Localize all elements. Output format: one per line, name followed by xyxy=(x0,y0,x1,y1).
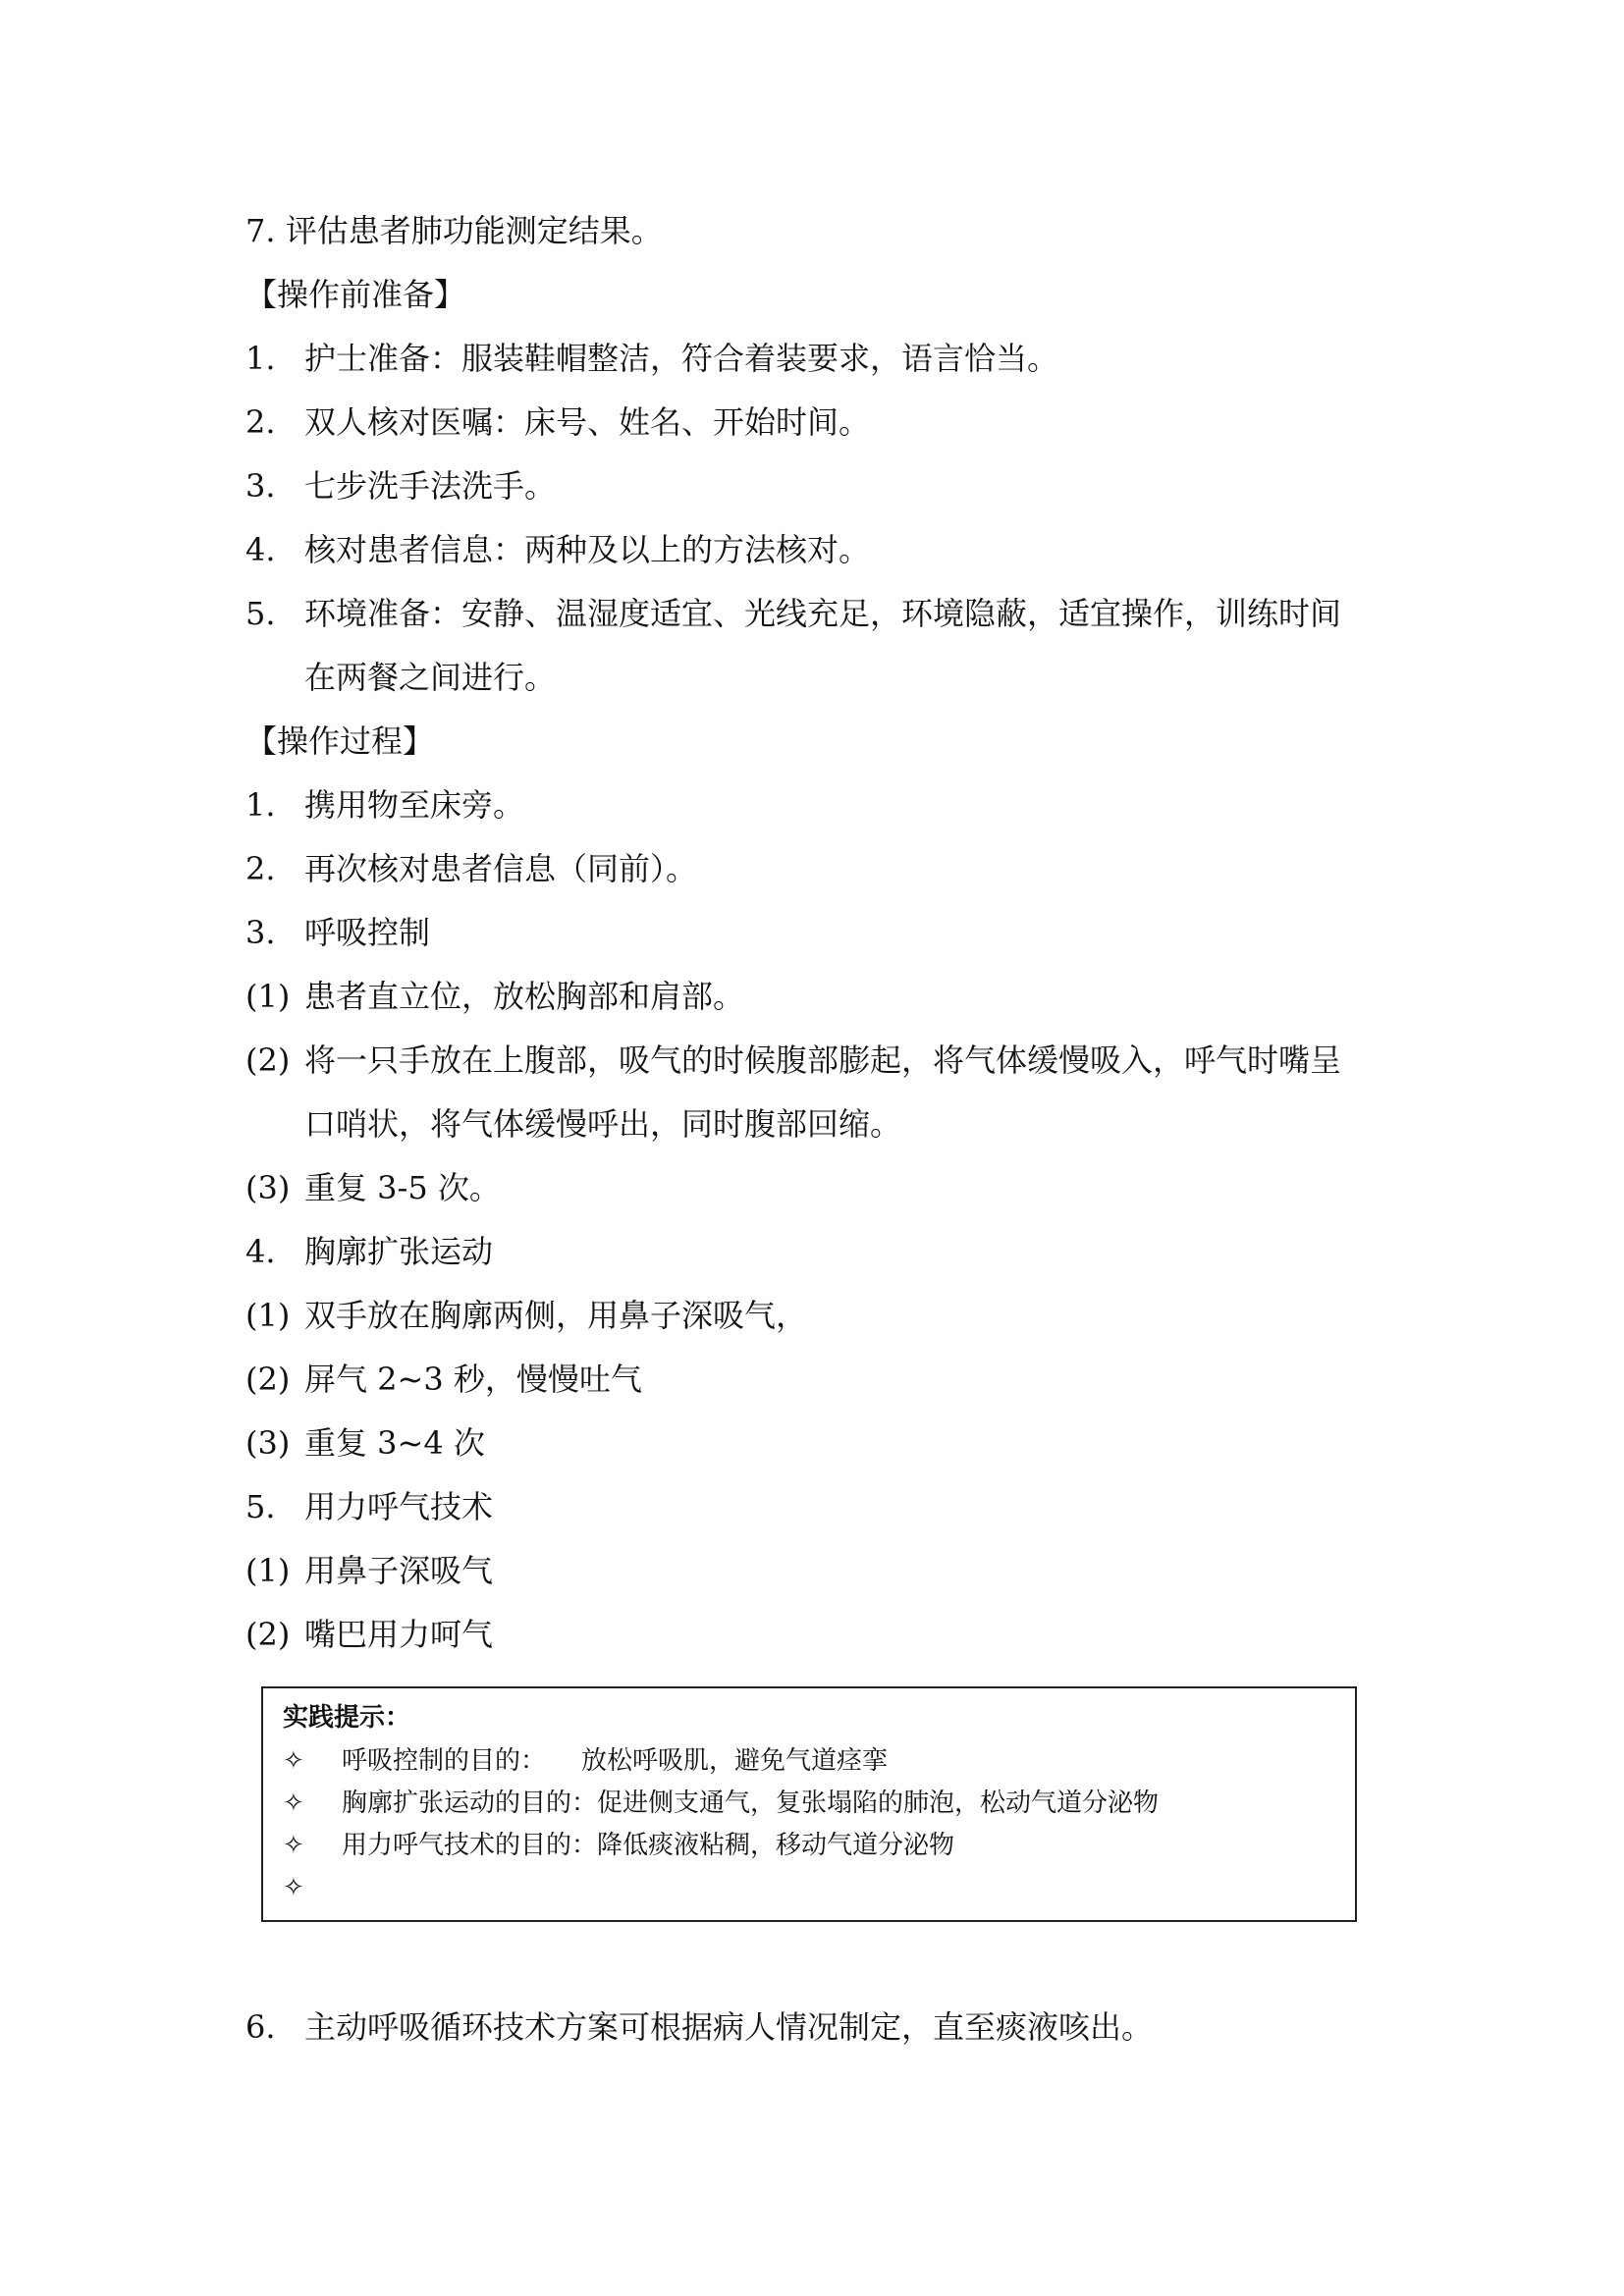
tip-item xyxy=(283,1745,888,1777)
item-text: 重复 3~4 次 xyxy=(304,1424,485,1462)
item-number: 4. xyxy=(245,1233,276,1270)
item-number: (2) xyxy=(245,1041,291,1079)
diamond-bullet-icon: ✧ xyxy=(283,1789,304,1818)
tip-text: 放松呼吸肌，避免气道痉挛 xyxy=(581,1746,889,1776)
diamond-bullet-icon: ✧ xyxy=(283,1746,304,1776)
proc-item-4 xyxy=(245,1232,493,1271)
tip-label: 呼吸控制的目的： xyxy=(342,1746,547,1776)
proc-item-4-sub-1 xyxy=(245,1296,807,1335)
item-number: (1) xyxy=(245,978,291,1015)
proc-item-3 xyxy=(245,913,430,952)
section-heading-procedure: 【操作过程】 xyxy=(245,722,435,760)
proc-item-4-sub-2 xyxy=(245,1360,642,1399)
proc-item-3-sub-2-continuation: 口哨状，将气体缓慢呼出，同时腹部回缩。 xyxy=(304,1105,902,1143)
proc-item-6 xyxy=(245,2007,1153,2047)
item-text: 用力呼气技术 xyxy=(304,1488,494,1525)
item-text: 七步洗手法洗手。 xyxy=(304,467,557,505)
item-text: 环境准备：安静、温湿度适宜、光线充足，环境隐蔽，适宜操作，训练时间 xyxy=(304,595,1342,632)
proc-item-3-sub-2 xyxy=(245,1041,1341,1080)
tip-item-empty xyxy=(283,1872,342,1903)
proc-item-5-sub-1 xyxy=(245,1551,493,1590)
prep-item-2 xyxy=(245,402,870,442)
section-heading-preparation: 【操作前准备】 xyxy=(245,276,466,313)
item-number: (1) xyxy=(245,1297,291,1334)
item-number: 3. xyxy=(245,914,276,951)
item-number: 1. xyxy=(245,786,276,824)
item-number: (2) xyxy=(245,1361,291,1398)
proc-item-5-sub-2 xyxy=(245,1615,493,1654)
item-text: 嘴巴用力呵气 xyxy=(304,1616,494,1653)
item-text: 胸廓扩张运动 xyxy=(304,1233,494,1270)
item-text: 用鼻子深吸气 xyxy=(304,1552,494,1589)
tips-title: 实践提示： xyxy=(283,1703,411,1733)
item-number: 2. xyxy=(245,403,276,441)
item-text: 将一只手放在上腹部，吸气的时候腹部膨起，将气体缓慢吸入，呼气时嘴呈 xyxy=(304,1041,1342,1079)
item-number: 3. xyxy=(245,467,276,505)
diamond-bullet-icon: ✧ xyxy=(283,1831,304,1860)
item-text: 双手放在胸廓两侧，用鼻子深吸气， xyxy=(304,1297,808,1334)
item-number: 6. xyxy=(245,2008,276,2046)
tip-text: 降低痰液粘稠，移动气道分泌物 xyxy=(597,1831,955,1860)
item-number: 5. xyxy=(245,1488,276,1525)
tip-item xyxy=(283,1788,1159,1819)
item-text: 重复 3-5 次。 xyxy=(304,1169,501,1206)
item-text: 护士准备：服装鞋帽整洁，符合着装要求，语言恰当。 xyxy=(304,340,1059,377)
item-text: 呼吸控制 xyxy=(304,914,431,951)
item-text: 患者直立位，放松胸部和肩部。 xyxy=(304,978,745,1015)
item-number: (1) xyxy=(245,1552,291,1589)
proc-item-3-sub-3 xyxy=(245,1168,501,1207)
item-text: 携用物至床旁。 xyxy=(304,786,525,824)
item-number: (3) xyxy=(245,1169,291,1206)
tip-item xyxy=(283,1830,954,1861)
tip-label: 用力呼气技术的目的： xyxy=(342,1831,598,1860)
item-text: 双人核对医嘱：床号、姓名、开始时间。 xyxy=(304,403,871,441)
diamond-bullet-icon: ✧ xyxy=(283,1873,304,1902)
proc-item-5 xyxy=(245,1487,493,1526)
item-text: 再次核对患者信息（同前）。 xyxy=(304,850,698,887)
item-text: 主动呼吸循环技术方案可根据病人情况制定，直至痰液咳出。 xyxy=(304,2008,1154,2046)
item-text: 核对患者信息：两种及以上的方法核对。 xyxy=(304,531,871,568)
item-number: (3) xyxy=(245,1424,291,1462)
proc-item-2 xyxy=(245,849,697,888)
tip-label: 胸廓扩张运动的目的： xyxy=(342,1789,598,1818)
proc-item-4-sub-3 xyxy=(245,1423,485,1463)
tip-text: 促进侧支通气，复张塌陷的肺泡，松动气道分泌物 xyxy=(597,1789,1160,1818)
item-number: 2. xyxy=(245,850,276,887)
prep-item-1 xyxy=(245,339,1058,378)
prep-item-5 xyxy=(245,594,1341,633)
item-number: 5. xyxy=(245,595,276,632)
practice-tips-box xyxy=(261,1686,1357,1922)
item-text: 屏气 2~3 秒，慢慢吐气 xyxy=(304,1361,642,1398)
proc-item-1 xyxy=(245,785,524,825)
prep-item-4 xyxy=(245,530,870,569)
prep-item-3 xyxy=(245,466,556,506)
item-number: 4. xyxy=(245,531,276,568)
proc-item-3-sub-1 xyxy=(245,977,744,1016)
prep-item-5-continuation: 在两餐之间进行。 xyxy=(304,659,557,696)
item-number: (2) xyxy=(245,1616,291,1653)
paragraph-text: 7. 评估患者肺功能测定结果。 xyxy=(245,212,663,249)
item-number: 1. xyxy=(245,340,276,377)
paragraph-item-7 xyxy=(245,211,663,250)
